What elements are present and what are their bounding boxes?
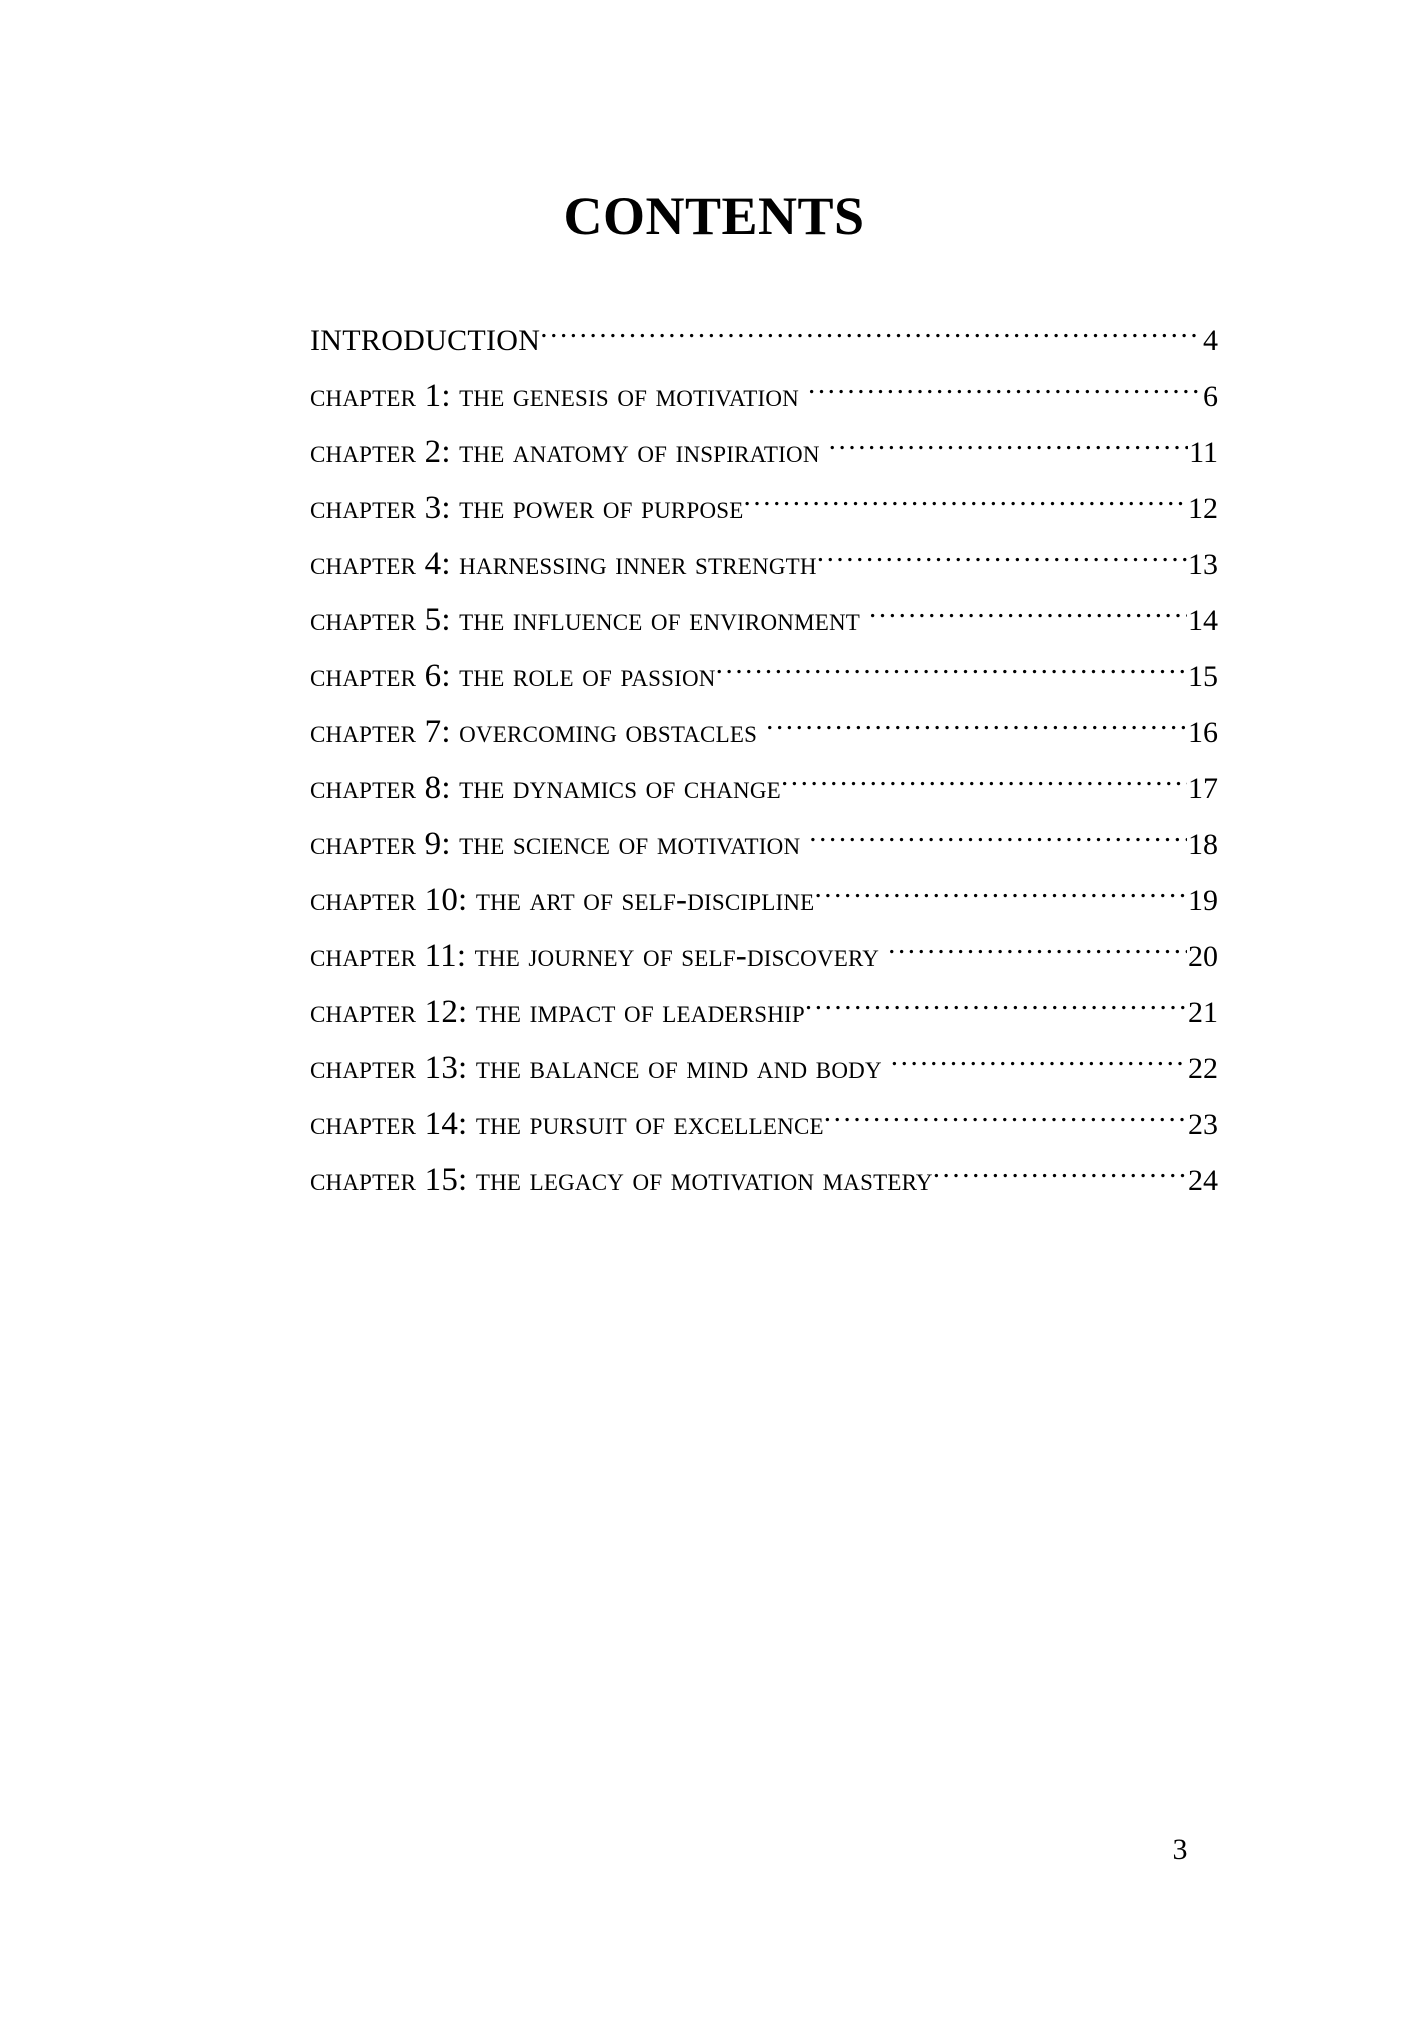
- toc-entry-label: chapter 6: the role of passion: [310, 658, 716, 694]
- toc-dot-leader: [800, 814, 1187, 854]
- toc-entry[interactable]: [310, 982, 1218, 1038]
- toc-dot-leader: [716, 646, 1187, 686]
- toc-dot-leader: [805, 982, 1187, 1022]
- toc-entry-label: chapter 3: the power of purpose: [310, 490, 744, 526]
- toc-entry-label: chapter 4: harnessing inner strength: [310, 546, 817, 582]
- toc-entry-label: chapter 11: the journey of self-discovery: [310, 938, 880, 974]
- toc-dot-leader: [933, 1150, 1187, 1190]
- toc-entry-label: chapter 15: the legacy of motivation mastery: [310, 1162, 933, 1198]
- toc-entry[interactable]: [310, 422, 1218, 478]
- toc-entry-page-number: 13: [1188, 548, 1218, 581]
- toc-entry-label: chapter 9: the science of motivation: [310, 826, 801, 862]
- toc-entry-label: chapter 7: overcoming obstacles: [310, 714, 758, 750]
- toc-entry-page-number: 14: [1188, 604, 1218, 637]
- toc-entry-page-number: 12: [1188, 492, 1218, 525]
- toc-entry-label: chapter 13: the balance of mind and body: [310, 1050, 882, 1086]
- toc-entry-page-number: 15: [1188, 660, 1218, 693]
- toc-dot-leader: [757, 702, 1187, 742]
- toc-entry[interactable]: [310, 478, 1218, 534]
- toc-entry-label: INTRODUCTION: [310, 324, 541, 357]
- toc-entry-page-number: 20: [1188, 940, 1218, 973]
- toc-entry[interactable]: [310, 366, 1218, 422]
- toc-dot-leader: [744, 478, 1187, 518]
- toc-entry[interactable]: [310, 870, 1218, 926]
- toc-entry[interactable]: [310, 590, 1218, 646]
- toc-entry-page-number: 18: [1188, 828, 1218, 861]
- toc-entry[interactable]: [310, 1094, 1218, 1150]
- toc-dot-leader: [824, 1094, 1187, 1134]
- page-folio-number: 3: [1172, 1833, 1188, 1866]
- toc-entry[interactable]: [310, 310, 1218, 366]
- toc-entry-page-number: 22: [1188, 1052, 1218, 1085]
- toc-entry[interactable]: [310, 646, 1218, 702]
- toc-dot-leader: [817, 534, 1187, 574]
- toc-entry-page-number: 24: [1188, 1164, 1218, 1197]
- toc-entry-label: chapter 2: the anatomy of inspiration: [310, 434, 820, 470]
- toc-dot-leader: [799, 366, 1202, 406]
- toc-dot-leader: [781, 758, 1187, 798]
- toc-entry-label: chapter 1: the genesis of motivation: [310, 378, 799, 414]
- toc-dot-leader: [820, 422, 1188, 462]
- toc-entry-label: chapter 14: the pursuit of excellence: [310, 1106, 824, 1142]
- toc-entry-page-number: 16: [1188, 716, 1218, 749]
- toc-entry-page-number: 11: [1189, 436, 1218, 469]
- toc-dot-leader: [540, 310, 1202, 350]
- table-of-contents-list: [310, 310, 1218, 1206]
- toc-entry-label: chapter 10: the art of self-discipline: [310, 882, 815, 918]
- toc-entry[interactable]: [310, 926, 1218, 982]
- toc-entry-page-number: 23: [1188, 1108, 1218, 1141]
- toc-dot-leader: [814, 870, 1187, 910]
- toc-dot-leader: [882, 1038, 1187, 1078]
- toc-entry-page-number: 4: [1203, 324, 1218, 357]
- toc-entry-label: chapter 12: the impact of leadership: [310, 994, 805, 1030]
- toc-dot-leader: [879, 926, 1187, 966]
- toc-entry-page-number: 21: [1188, 996, 1218, 1029]
- toc-entry-page-number: 6: [1203, 380, 1218, 413]
- toc-entry-label: chapter 5: the influence of environment: [310, 602, 861, 638]
- toc-entry-page-number: 19: [1188, 884, 1218, 917]
- toc-dot-leader: [860, 590, 1187, 630]
- toc-entry-label: chapter 8: the dynamics of change: [310, 770, 781, 806]
- toc-entry-page-number: 17: [1188, 772, 1218, 805]
- toc-entry[interactable]: [310, 814, 1218, 870]
- toc-entry[interactable]: [310, 702, 1218, 758]
- toc-entry[interactable]: [310, 758, 1218, 814]
- toc-entry[interactable]: [310, 1038, 1218, 1094]
- page-title: [0, 186, 1428, 246]
- toc-entry[interactable]: [310, 1150, 1218, 1206]
- toc-entry[interactable]: [310, 534, 1218, 590]
- page-title-text: CONTENTS: [563, 186, 865, 246]
